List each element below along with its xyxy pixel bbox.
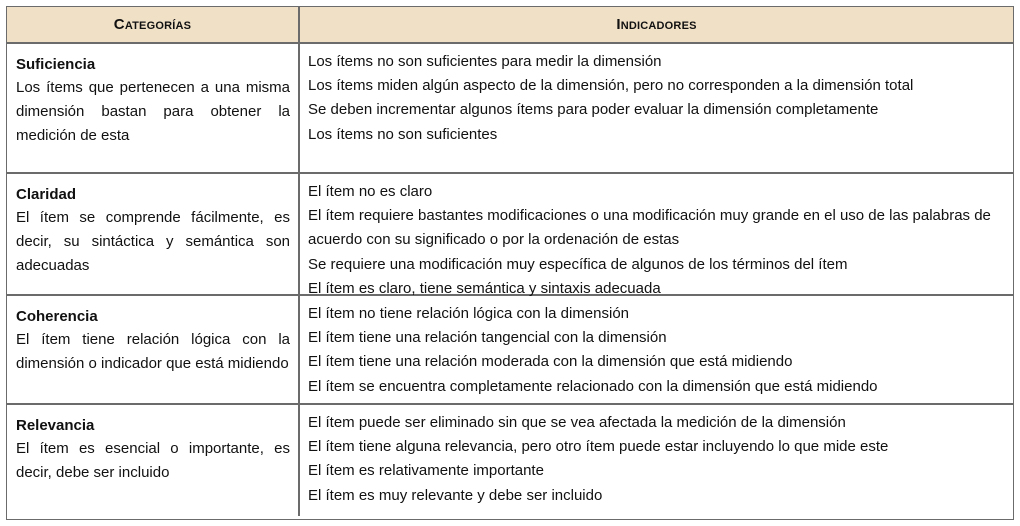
- category-cell: [7, 296, 300, 403]
- indicator-line: Los ítems no son suficientes: [308, 125, 498, 143]
- indicator-line: El ítem tiene alguna relevancia, pero otro ítem puede estar incluyendo lo que mide este: [308, 438, 889, 456]
- category-description: Los ítems que pertenecen a una misma dimensión bastan para obtener la medición de esta: [16, 79, 290, 144]
- indicator-line: Se deben incrementar algunos ítems para poder evaluar la dimensión completamente: [308, 101, 879, 119]
- header-categorias: Categorías: [7, 7, 300, 42]
- table-row-claridad: [7, 174, 1013, 296]
- indicator-line: El ítem no tiene relación lógica con la dimensión: [308, 305, 630, 322]
- category-description: El ítem se comprende fácilmente, es decir, su sintáctica y semántica son adecuadas: [16, 209, 290, 274]
- indicators-cell: [300, 44, 1013, 172]
- indicator-line: El ítem requiere bastantes modificaciones o una modificación muy grande en el uso de las palabras de acuerdo con su significado o por la ordenación de estas: [308, 207, 991, 249]
- indicators-cell: [300, 405, 1013, 516]
- indicator-line: El ítem se encuentra completamente relacionado con la dimensión que está midiendo: [308, 377, 878, 395]
- criteria-table: [6, 6, 1014, 520]
- indicator-line: Los ítems no son suficientes para medir la dimensión: [308, 53, 662, 70]
- indicator-line: El ítem no es claro: [308, 183, 433, 200]
- header-indicadores: Indicadores: [616, 16, 697, 33]
- indicators-cell: [300, 174, 1013, 297]
- category-name: Relevancia: [16, 417, 95, 434]
- category-description: El ítem tiene relación lógica con la dimensión o indicador que está midiendo: [16, 331, 290, 372]
- indicator-line: Los ítems miden algún aspecto de la dimensión, pero no corresponden a la dimensión total: [308, 77, 914, 95]
- table-row-coherencia: [7, 296, 1013, 405]
- category-cell: [7, 44, 300, 172]
- indicators-cell: [300, 296, 1013, 403]
- indicator-line: El ítem puede ser eliminado sin que se vea afectada la medición de la dimensión: [308, 414, 846, 431]
- category-name: Suficiencia: [16, 56, 96, 73]
- indicator-line: El ítem es relativamente importante: [308, 462, 544, 480]
- category-cell: [7, 174, 300, 294]
- category-name: Claridad: [16, 186, 77, 203]
- indicator-line: El ítem tiene una relación tangencial con la dimensión: [308, 329, 667, 347]
- indicator-line: Se requiere una modificación muy específica de algunos de los términos del ítem: [308, 255, 848, 273]
- indicator-line: El ítem es muy relevante y debe ser incluido: [308, 486, 603, 504]
- category-cell: [7, 405, 300, 516]
- indicator-line: El ítem tiene una relación moderada con la dimensión que está midiendo: [308, 353, 793, 371]
- table-header: [7, 7, 1013, 44]
- indicator-line: El ítem es claro, tiene semántica y sintaxis adecuada: [308, 279, 661, 297]
- category-name: Coherencia: [16, 308, 98, 325]
- table-row-relevancia: [7, 405, 1013, 516]
- category-description: El ítem es esencial o importante, es decir, debe ser incluido: [16, 440, 290, 481]
- table-row-suficiencia: [7, 44, 1013, 174]
